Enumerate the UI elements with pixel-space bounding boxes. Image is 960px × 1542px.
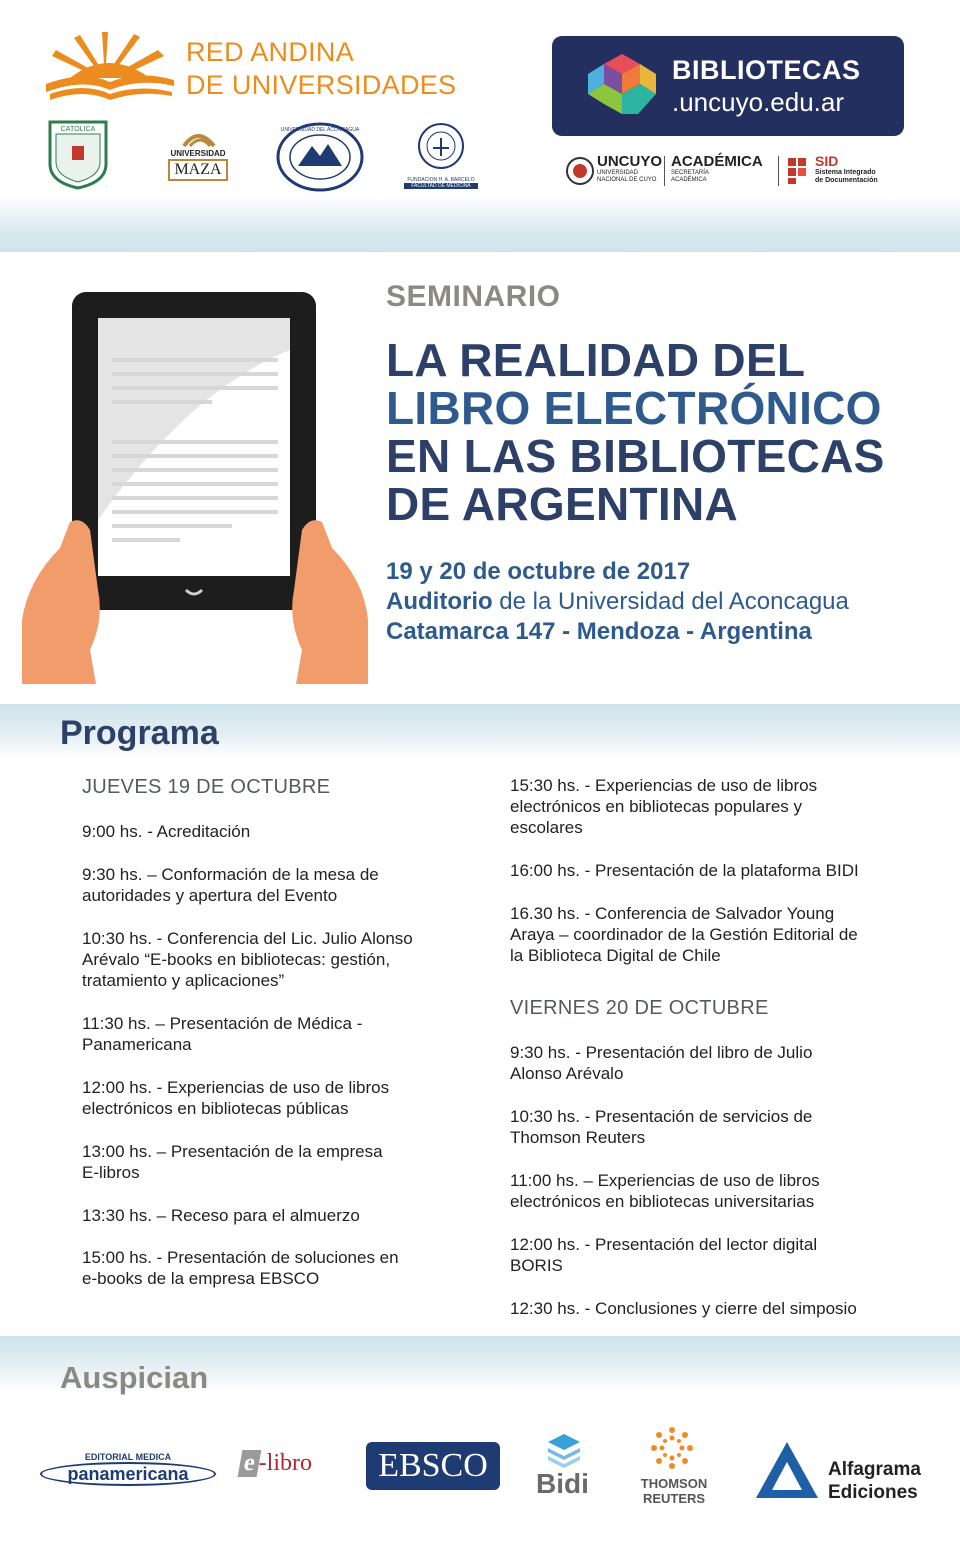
thomson-reuters-dot-icon (650, 1426, 694, 1470)
venue-rest: de la Universidad del Aconcagua (492, 588, 849, 615)
program-line: Araya – coordinador de la Gestión Editorial de (510, 925, 858, 944)
academica-sub-2: ACADÉMICA (671, 177, 707, 183)
seminar-title-line-4: DE ARGENTINA (386, 478, 739, 530)
alfagrama-ediciones: Ediciones (828, 1482, 918, 1503)
seminar-label: SEMINARIO (386, 280, 561, 313)
maza-text: MAZA (168, 159, 228, 181)
red-andina-line-2: DE UNIVERSIDADES (186, 70, 457, 100)
maza-top-text: UNIVERSIDAD (170, 149, 226, 158)
program-item (82, 1247, 482, 1289)
bidi-text: Bidi (536, 1468, 589, 1499)
program-item (510, 775, 930, 838)
academica-sub-1: SECRETARÍA (671, 170, 709, 176)
maza-logo (162, 124, 234, 184)
program-item (510, 1106, 930, 1148)
program-line: 11:30 hs. – Presentación de Médica - (82, 1014, 363, 1033)
thomson-text: THOMSON (640, 1476, 708, 1491)
maza-arch-icon (162, 124, 234, 148)
academica-text: ACADÉMICA (671, 153, 763, 170)
red-andina-line-1: RED ANDINA (186, 37, 355, 67)
barcelo-seal-icon (404, 122, 478, 172)
program-line: escolares (510, 818, 583, 837)
program-item (510, 1298, 930, 1319)
program-line: 9:30 hs. – Conformación de la mesa de (82, 865, 379, 884)
panamericana-text: panamericana (40, 1462, 216, 1486)
program-line: Thomson Reuters (510, 1128, 646, 1147)
barcelo-text-2: FACULTAD DE MEDICINA (404, 183, 478, 189)
uncuyo-text: UNCUYO (597, 153, 663, 170)
sid-sub-1: Sistema Integrado (815, 169, 876, 176)
sid-label (815, 154, 878, 185)
program-line: 10:30 hs. - Presentación de servicios de (510, 1107, 813, 1126)
program-item (510, 1170, 930, 1212)
program-line: 12:30 hs. - Conclusiones y cierre del simposio (510, 1299, 857, 1318)
program-line: Arévalo “E-books en bibliotecas: gestión, (82, 950, 391, 969)
program-line: 16.30 hs. - Conferencia de Salvador Young (510, 904, 835, 923)
academica-label (671, 154, 763, 184)
program-line: 12:00 hs. - Presentación del lector digital (510, 1235, 818, 1254)
program-line: E-libros (82, 1163, 140, 1182)
alfagrama-text (828, 1458, 921, 1504)
program-line: 13:00 hs. – Presentación de la empresa (82, 1142, 383, 1161)
program-line: autoridades y apertura del Evento (82, 886, 338, 905)
ebsco-logo: EBSCO (366, 1442, 500, 1490)
event-date: 19 y 20 de octubre de 2017 (386, 558, 691, 585)
day-1-heading: JUEVES 19 DE OCTUBRE (82, 776, 331, 798)
program-item (82, 1205, 482, 1226)
panamericana-logo (40, 1452, 216, 1488)
divider (778, 156, 779, 186)
uncuyo-seal-icon (566, 156, 594, 186)
seminar-title-line-1: LA REALIDAD DEL (386, 334, 806, 386)
uncuyo-sub-2: NACIONAL DE CUYO (597, 177, 657, 183)
program-line: Alonso Arévalo (510, 1064, 624, 1083)
program-line: Panamericana (82, 1035, 192, 1054)
program-line: 11:00 hs. – Experiencias de uso de libros (510, 1171, 820, 1190)
programa-heading: Programa (60, 714, 219, 752)
event-address: Catamarca 147 - Mendoza - Argentina (386, 618, 812, 645)
bidi-stack-icon (544, 1432, 584, 1468)
program-item (510, 860, 930, 881)
panamericana-top-text: EDITORIAL MEDICA (84, 1452, 172, 1462)
program-item (82, 928, 482, 991)
header-divider-band (0, 196, 960, 252)
venue-bold: Auditorio (386, 588, 493, 615)
catolica-text: CATÓLICA (60, 126, 96, 133)
bibliotecas-title: BIBLIOTECAS (672, 55, 861, 85)
program-line: e-books de la empresa EBSCO (82, 1269, 320, 1288)
event-venue (386, 588, 849, 616)
sid-text: SID (815, 153, 839, 169)
program-line: 15:00 hs. - Presentación de soluciones en (82, 1248, 399, 1267)
program-line: BORIS (510, 1256, 563, 1275)
alfagrama-name: Alfagrama (828, 1459, 921, 1480)
program-line: electrónicos en bibliotecas universitarias (510, 1192, 815, 1211)
sponsors-heading: Auspician (60, 1360, 209, 1395)
program-item (82, 1077, 482, 1119)
alfagrama-triangle-icon (754, 1440, 820, 1500)
program-line: electrónicos en bibliotecas públicas (82, 1099, 349, 1118)
catolica-logo (46, 120, 110, 190)
program-line: 15:30 hs. - Experiencias de uso de libros (510, 776, 818, 795)
bibliotecas-cube-icon (586, 52, 658, 120)
barcelo-text-1: FUNDACION H. A. BARCELO (407, 177, 475, 183)
program-line: 13:30 hs. – Receso para el almuerzo (82, 1206, 360, 1225)
aconcagua-seal-text: UNIVERSIDAD DEL ACONCAGUA (280, 127, 360, 133)
barcelo-logo (404, 122, 478, 190)
elibro-logo (240, 1450, 312, 1477)
day-2-heading: VIERNES 20 DE OCTUBRE (510, 997, 769, 1019)
reuters-text: REUTERS (642, 1491, 706, 1506)
program-line: 9:00 hs. - Acreditación (82, 822, 251, 841)
program-line: 10:30 hs. - Conferencia del Lic. Julio Alonso (82, 929, 413, 948)
seminar-title-line-2: LIBRO ELECTRÓNICO (386, 382, 882, 434)
red-andina-sun-logo (44, 30, 176, 102)
program-line: electrónicos en bibliotecas populares y (510, 797, 803, 816)
program-item (510, 1042, 930, 1084)
elibro-text: -libro (258, 1450, 312, 1476)
program-item (82, 821, 482, 842)
uncuyo-label (597, 154, 662, 184)
elibro-e: e (238, 1450, 261, 1477)
tablet-illustration (20, 290, 370, 684)
program-line: la Biblioteca Digital de Chile (510, 946, 721, 965)
aconcagua-seal-logo (276, 122, 364, 192)
program-line: 12:00 hs. - Experiencias de uso de libros (82, 1078, 390, 1097)
seminar-title-line-3: EN LAS BIBLIOTECAS (386, 430, 885, 482)
sid-sub-2: de Documentación (815, 177, 878, 184)
sid-icon (786, 156, 812, 186)
program-line: tratamiento y aplicaciones” (82, 971, 285, 990)
program-item (510, 903, 930, 966)
program-item (82, 1141, 482, 1183)
uncuyo-sub-1: UNIVERSIDAD (597, 170, 639, 176)
bibliotecas-domain: .uncuyo.edu.ar (672, 87, 845, 117)
program-line: 9:30 hs. - Presentación del libro de Julio (510, 1043, 813, 1062)
program-item (510, 1234, 930, 1276)
thomson-reuters-text (636, 1476, 712, 1506)
program-line: 16:00 hs. - Presentación de la plataforma BIDI (510, 861, 859, 880)
program-item (82, 1013, 482, 1055)
red-andina-title (186, 36, 456, 102)
divider (664, 156, 665, 186)
program-item (82, 864, 482, 906)
